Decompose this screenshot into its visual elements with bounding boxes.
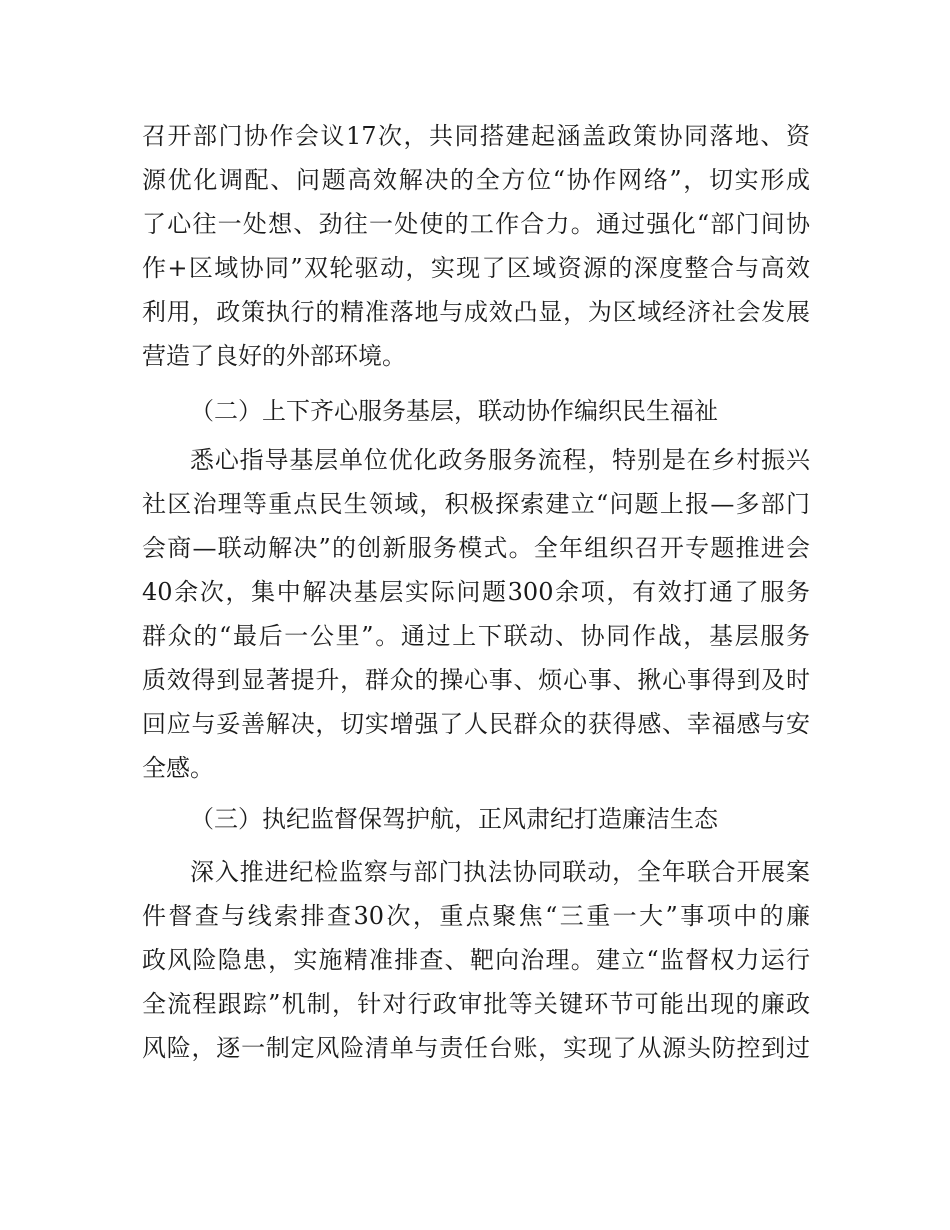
section-heading-3: （三）执纪监督保驾护航，正风肃纪打造廉洁生态	[190, 805, 718, 833]
paragraph-3-line-3: 政风险隐患，实施精准排查、靶向治理。建立“监督权力运行	[142, 946, 810, 974]
paragraph-3-line-2: 件督查与线索排查30次，重点聚焦“三重一大”事项中的廉	[142, 902, 810, 930]
paragraph-3-line-5: 风险，逐一制定风险清单与责任台账，实现了从源头防控到过	[142, 1034, 810, 1062]
paragraph-1-line-2: 源优化调配、问题高效解决的全方位“协作网络”，切实形成	[142, 166, 810, 194]
paragraph-2-line-2: 社区治理等重点民生领域，积极探索建立“问题上报—多部门	[142, 490, 810, 518]
paragraph-1-line-5: 利用，政策执行的精准落地与成效凸显，为区域经济社会发展	[142, 298, 810, 326]
paragraph-3-line-1: 深入推进纪检监察与部门执法协同联动，全年联合开展案	[190, 858, 810, 886]
paragraph-2-line-7: 回应与妥善解决，切实增强了人民群众的获得感、幸福感与安	[142, 710, 810, 738]
paragraph-1-line-1: 召开部门协作会议17次，共同搭建起涵盖政策协同落地、资	[142, 122, 810, 150]
paragraph-1-line-6: 营造了良好的外部环境。	[142, 342, 406, 370]
paragraph-2-line-6: 质效得到显著提升，群众的操心事、烦心事、揪心事得到及时	[142, 666, 810, 694]
paragraph-2-line-3: 会商—联动解决”的创新服务模式。全年组织召开专题推进会	[142, 534, 810, 562]
paragraph-2-line-8: 全感。	[142, 754, 214, 782]
paragraph-1-line-3: 了心往一处想、劲往一处使的工作合力。通过强化“部门间协	[142, 210, 810, 238]
paragraph-2-line-1: 悉心指导基层单位优化政务服务流程，特别是在乡村振兴	[190, 446, 810, 474]
paragraph-2-line-5: 群众的“最后一公里”。通过上下联动、协同作战，基层服务	[142, 622, 810, 650]
paragraph-2-line-4: 40余次，集中解决基层实际问题300余项，有效打通了服务	[142, 578, 810, 606]
section-heading-2: （二）上下齐心服务基层，联动协作编织民生福祉	[190, 397, 718, 425]
paragraph-3-line-4: 全流程跟踪”机制，针对行政审批等关键环节可能出现的廉政	[142, 990, 810, 1018]
paragraph-1-line-4: 作+区域协同”双轮驱动，实现了区域资源的深度整合与高效	[142, 254, 810, 282]
